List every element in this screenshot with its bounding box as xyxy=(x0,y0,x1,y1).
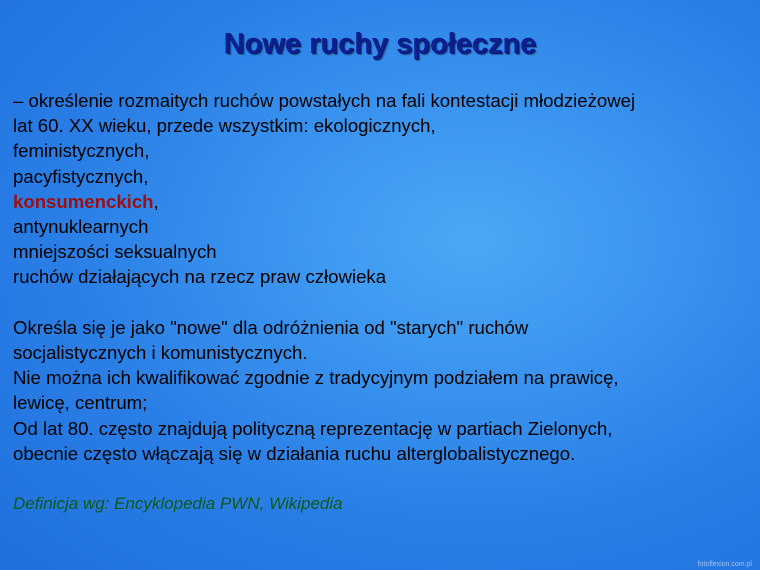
paragraph-line: obecnie często włączają się w działania ruchu alterglobalistycznego. xyxy=(13,442,576,464)
paragraph-gap xyxy=(13,466,748,491)
paragraph-line: Od lat 80. często znajdują polityczną reprezentację w partiach Zielonych, xyxy=(13,417,613,439)
slide-title: Nowe ruchy społeczne xyxy=(223,28,537,60)
watermark: fotoflexion.com.pl xyxy=(697,561,752,568)
movement-item-human-rights: ruchów działających na rzecz praw człowieka xyxy=(13,266,387,288)
movement-item-sexual-minorities: mniejszości seksualnych xyxy=(13,241,217,263)
movement-item-feminist: feministycznych, xyxy=(13,140,150,162)
definition-line: – określenie rozmaitych ruchów powstałych na fali kontestacji młodzieżowej xyxy=(13,90,636,111)
movement-item-antinuclear: antynuklearnych xyxy=(13,216,149,238)
highlight-consumer: konsumenckich xyxy=(13,190,154,212)
paragraph-line: lewicę, centrum; xyxy=(13,392,148,414)
paragraph-line: Nie można ich kwalifikować zgodnie z tradycyjnym podziałem na prawicę, xyxy=(13,367,619,389)
paragraph-gap xyxy=(13,290,748,315)
comma: , xyxy=(153,190,159,212)
slide-body xyxy=(13,88,748,516)
definition-line: lat 60. XX wieku, przede wszystkim: ekologicznych, xyxy=(13,115,436,137)
paragraph-line: socjalistycznych i komunistycznych. xyxy=(13,342,308,364)
movement-item-pacifist: pacyfistycznych, xyxy=(13,165,149,187)
source-citation: Definicja wg: Encyklopedia PWN, Wikipedia xyxy=(13,494,343,514)
movement-item-consumer xyxy=(13,189,748,214)
paragraph-line: Określa się je jako "nowe" dla odróżnienia od "starych" ruchów xyxy=(13,316,529,338)
